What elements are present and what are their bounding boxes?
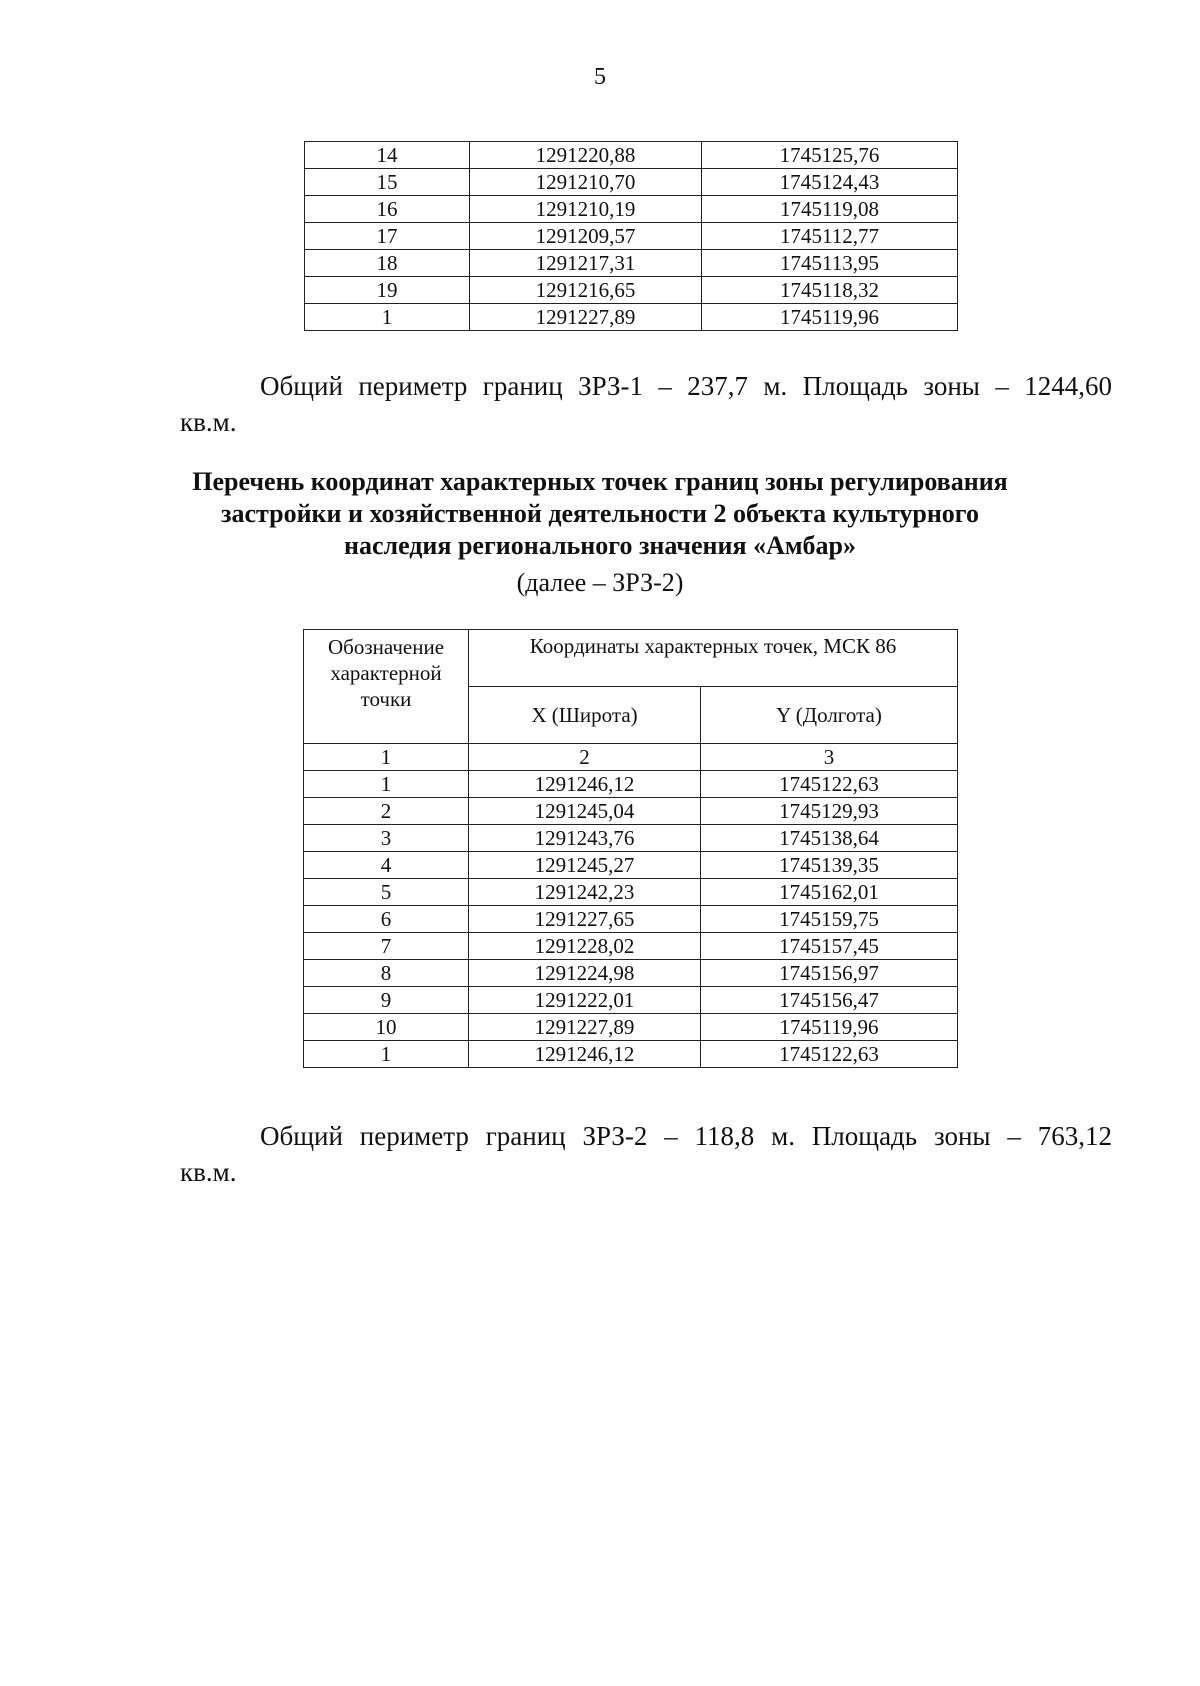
x-coordinate-cell: 1291243,76 bbox=[469, 825, 701, 852]
table-row bbox=[304, 879, 958, 906]
column-number-3: 3 bbox=[701, 744, 958, 771]
y-coordinate-cell: 1745119,08 bbox=[702, 196, 958, 223]
x-coordinate-cell: 1291242,23 bbox=[469, 879, 701, 906]
point-number-cell: 7 bbox=[304, 933, 469, 960]
x-coordinate-cell: 1291245,04 bbox=[469, 798, 701, 825]
x-coordinate-cell: 1291227,89 bbox=[470, 304, 702, 331]
zrz2-table-header bbox=[304, 630, 958, 771]
header-x-latitude: X (Широта) bbox=[469, 687, 701, 744]
x-coordinate-cell: 1291228,02 bbox=[469, 933, 701, 960]
y-coordinate-cell: 1745119,96 bbox=[702, 304, 958, 331]
y-coordinate-cell: 1745138,64 bbox=[701, 825, 958, 852]
y-coordinate-cell: 1745129,93 bbox=[701, 798, 958, 825]
y-coordinate-cell: 1745118,32 bbox=[702, 277, 958, 304]
x-coordinate-cell: 1291222,01 bbox=[469, 987, 701, 1014]
point-number-cell: 19 bbox=[305, 277, 470, 304]
section-subtitle: (далее – ЗРЗ-2) bbox=[516, 568, 684, 597]
point-number-cell: 4 bbox=[304, 852, 469, 879]
table-row bbox=[304, 933, 958, 960]
point-number-cell: 2 bbox=[304, 798, 469, 825]
point-number-cell: 9 bbox=[304, 987, 469, 1014]
y-coordinate-cell: 1745156,47 bbox=[701, 987, 958, 1014]
x-coordinate-cell: 1291246,12 bbox=[469, 1041, 701, 1068]
y-coordinate-cell: 1745122,63 bbox=[701, 1041, 958, 1068]
table-row bbox=[304, 906, 958, 933]
zrz2-coordinates-table bbox=[303, 629, 958, 1068]
section-title-line3: наследия регионального значения «Амбар» bbox=[343, 531, 857, 560]
column-number-2: 2 bbox=[469, 744, 701, 771]
y-coordinate-cell: 1745119,96 bbox=[701, 1014, 958, 1041]
y-coordinate-cell: 1745112,77 bbox=[702, 223, 958, 250]
zrz2-summary-line1: Общий периметр границ ЗРЗ-2 – 118,8 м. Площадь зоны – 763,12 bbox=[260, 1121, 1112, 1151]
zrz1-coordinates-table-continuation bbox=[304, 141, 958, 331]
y-coordinate-cell: 1745113,95 bbox=[702, 250, 958, 277]
point-number-cell: 8 bbox=[304, 960, 469, 987]
table-row bbox=[304, 960, 958, 987]
zrz2-summary-line2: кв.м. bbox=[180, 1157, 237, 1187]
y-coordinate-cell: 1745156,97 bbox=[701, 960, 958, 987]
point-number-cell: 1 bbox=[304, 771, 469, 798]
x-coordinate-cell: 1291220,88 bbox=[470, 142, 702, 169]
point-number-cell: 1 bbox=[304, 1041, 469, 1068]
y-coordinate-cell: 1745124,43 bbox=[702, 169, 958, 196]
x-coordinate-cell: 1291210,19 bbox=[470, 196, 702, 223]
y-coordinate-cell: 1745139,35 bbox=[701, 852, 958, 879]
x-coordinate-cell: 1291216,65 bbox=[470, 277, 702, 304]
table-row bbox=[304, 825, 958, 852]
section-title-line1: Перечень координат характерных точек границ зоны регулирования bbox=[192, 467, 1008, 496]
table-row bbox=[305, 277, 958, 304]
section-title-line2: застройки и хозяйственной деятельности 2 объекта культурного bbox=[221, 499, 979, 528]
x-coordinate-cell: 1291217,31 bbox=[470, 250, 702, 277]
table-row bbox=[304, 1041, 958, 1068]
point-number-cell: 14 bbox=[305, 142, 470, 169]
section-title bbox=[150, 466, 1050, 562]
x-coordinate-cell: 1291246,12 bbox=[469, 771, 701, 798]
point-number-cell: 10 bbox=[304, 1014, 469, 1041]
x-coordinate-cell: 1291224,98 bbox=[469, 960, 701, 987]
table-row bbox=[305, 304, 958, 331]
zrz1-summary-paragraph bbox=[180, 368, 1112, 440]
x-coordinate-cell: 1291209,57 bbox=[470, 223, 702, 250]
table-row bbox=[305, 169, 958, 196]
x-coordinate-cell: 1291210,70 bbox=[470, 169, 702, 196]
y-coordinate-cell: 1745159,75 bbox=[701, 906, 958, 933]
point-number-cell: 6 bbox=[304, 906, 469, 933]
x-coordinate-cell: 1291227,65 bbox=[469, 906, 701, 933]
table-row bbox=[305, 142, 958, 169]
point-number-cell: 16 bbox=[305, 196, 470, 223]
zrz2-table-body bbox=[304, 771, 958, 1068]
point-number-cell: 1 bbox=[305, 304, 470, 331]
zrz1-summary-line1: Общий периметр границ ЗРЗ-1 – 237,7 м. Площадь зоны – 1244,60 bbox=[260, 371, 1112, 401]
table-row bbox=[304, 1014, 958, 1041]
table-row bbox=[304, 798, 958, 825]
zrz2-summary-paragraph bbox=[180, 1118, 1112, 1190]
point-number-cell: 15 bbox=[305, 169, 470, 196]
header-y-longitude: Y (Долгота) bbox=[701, 687, 958, 744]
y-coordinate-cell: 1745157,45 bbox=[701, 933, 958, 960]
point-number-cell: 5 bbox=[304, 879, 469, 906]
header-coordinates: Координаты характерных точек, МСК 86 bbox=[469, 630, 958, 687]
x-coordinate-cell: 1291227,89 bbox=[469, 1014, 701, 1041]
y-coordinate-cell: 1745125,76 bbox=[702, 142, 958, 169]
y-coordinate-cell: 1745122,63 bbox=[701, 771, 958, 798]
table-row bbox=[304, 852, 958, 879]
zrz1-table-body bbox=[305, 142, 958, 331]
table-row bbox=[305, 223, 958, 250]
point-number-cell: 17 bbox=[305, 223, 470, 250]
table-row bbox=[304, 771, 958, 798]
page-number: 5 bbox=[594, 64, 606, 90]
table-row bbox=[304, 987, 958, 1014]
y-coordinate-cell: 1745162,01 bbox=[701, 879, 958, 906]
point-number-cell: 18 bbox=[305, 250, 470, 277]
zrz1-summary-line2: кв.м. bbox=[180, 407, 237, 437]
point-number-cell: 3 bbox=[304, 825, 469, 852]
column-number-1: 1 bbox=[304, 744, 469, 771]
table-row bbox=[305, 250, 958, 277]
x-coordinate-cell: 1291245,27 bbox=[469, 852, 701, 879]
table-row bbox=[305, 196, 958, 223]
header-point-designation: Обозначение характерной точки bbox=[304, 630, 469, 744]
